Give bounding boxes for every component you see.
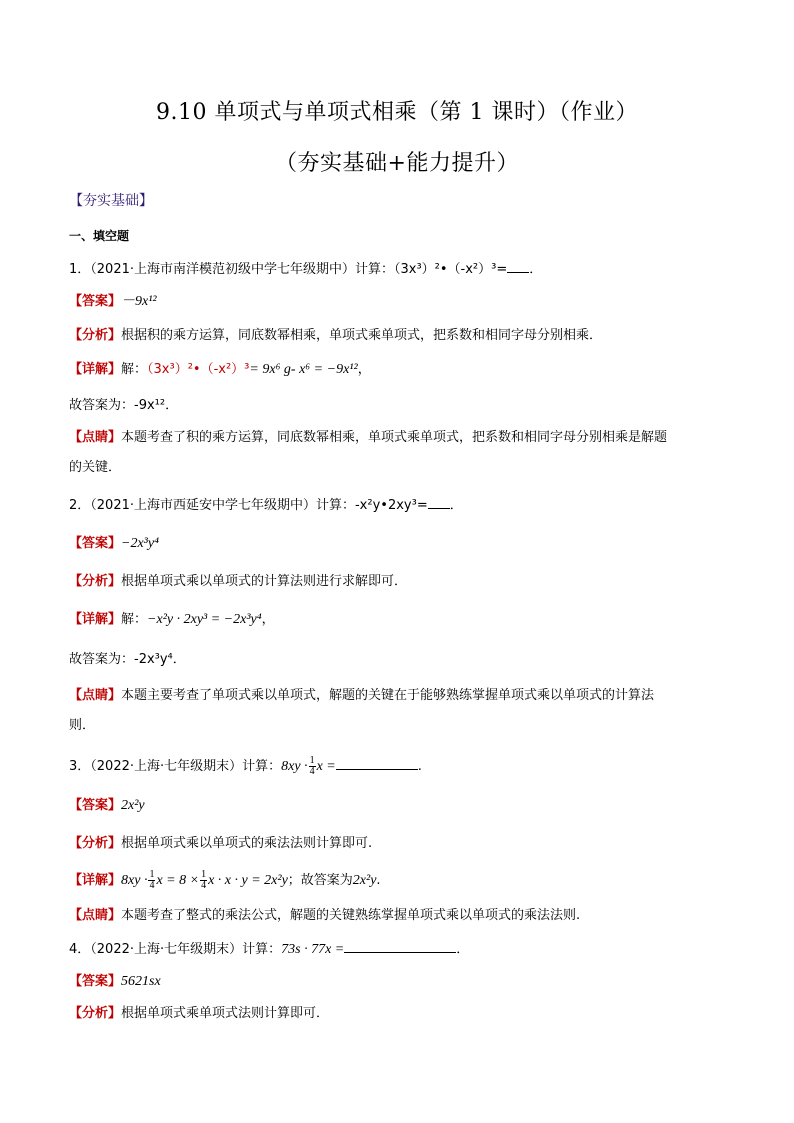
q3-answer <box>69 796 729 816</box>
q2-conclusion: 故答案为：-2x³y⁴． <box>69 652 186 667</box>
detail-tag: 【详解】 <box>69 362 122 377</box>
q2-detail-prefix: 解： <box>121 612 148 627</box>
subsection-heading: 一、填空题 <box>69 229 130 243</box>
q3-stem-math-b: x = <box>316 759 336 774</box>
q3-detail-answer: 2x²y <box>352 873 377 888</box>
q3-detail-fraction-1 <box>148 870 155 891</box>
q3-analysis <box>69 834 729 854</box>
answer-tag: 【答案】 <box>69 536 122 551</box>
q2-stem-text: 2．（2021·上海市西延安中学七年级期中）计算：-x²y•2xy³= <box>69 498 428 513</box>
q4-answer <box>69 972 729 992</box>
section-heading: 【夯实基础】 <box>69 193 153 209</box>
q3-stem-text: 3．（2022·上海·七年级期末）计算： <box>69 759 282 774</box>
q4-stem <box>69 940 729 960</box>
fraction-denominator: 4 <box>149 880 155 891</box>
q4-stem-end: ． <box>456 942 470 957</box>
detail-tag: 【详解】 <box>69 873 122 888</box>
q3-detail-end: . <box>376 873 381 888</box>
fraction-numerator: 1 <box>309 755 315 766</box>
q3-detail-math-b: x = 8 × <box>156 873 200 888</box>
q3-stem-math-a: 8xy · <box>281 759 308 774</box>
q3-fraction <box>309 756 316 777</box>
q3-detail-mid: ；故答案为 <box>287 873 353 888</box>
q2-answer-value: −2x³y⁴ <box>121 536 159 551</box>
answer-tag: 【答案】 <box>69 798 122 813</box>
q1-stem-end: ． <box>529 262 543 277</box>
q4-stem-text: 4．（2022·上海·七年级期末）计算： <box>69 942 282 957</box>
q2-comment-text: 本题主要考查了单项式乘以单项式，解题的关键在于能够熟练掌握单项式乘以单项式的计算法 <box>121 688 655 703</box>
q4-answer-value: 5621sx <box>121 974 161 989</box>
q3-detail <box>69 870 729 891</box>
q1-answer-value: －9x¹² <box>121 294 157 309</box>
document-subtitle: （夯实基础+能力提升） <box>275 151 519 176</box>
q3-detail-math-c: x · x · y = 2x²y <box>208 873 288 888</box>
q2-comment-cont: 则． <box>69 718 96 733</box>
comment-tag: 【点睛】 <box>69 430 122 445</box>
q2-analysis-text: 根据单项式乘以单项式的计算法则进行求解即可． <box>121 574 408 589</box>
q4-stem-math: 73s · 77x = <box>281 942 345 957</box>
q3-analysis-text: 根据单项式乘以单项式的乘法法则计算即可. <box>121 836 373 851</box>
q1-comment <box>69 428 729 448</box>
q1-analysis <box>69 326 729 346</box>
q1-comment-cont: 的关键． <box>69 460 122 475</box>
q1-conclusion: 故答案为：-9x¹²． <box>69 398 179 413</box>
q1-stem <box>69 260 729 280</box>
q1-blank <box>507 260 529 273</box>
q2-detail-end: ， <box>261 612 275 627</box>
q2-blank <box>428 496 450 509</box>
q4-analysis <box>69 1004 729 1024</box>
fraction-numerator: 1 <box>149 869 155 880</box>
fraction-numerator: 1 <box>201 869 207 880</box>
analysis-tag: 【分析】 <box>69 1006 122 1021</box>
q3-answer-value: 2x²y <box>121 798 145 813</box>
fraction-denominator: 4 <box>309 766 315 777</box>
q1-analysis-text: 根据积的乘方运算，同底数幂相乘，单项式乘单项式，把系数和相同字母分别相乘． <box>121 328 603 343</box>
q3-detail-fraction-2 <box>200 870 207 891</box>
fraction-denominator: 4 <box>201 880 207 891</box>
q2-stem <box>69 496 729 516</box>
q2-stem-end: ． <box>449 498 463 513</box>
analysis-tag: 【分析】 <box>69 328 122 343</box>
comment-tag: 【点睛】 <box>69 908 122 923</box>
comment-tag: 【点睛】 <box>69 688 122 703</box>
q1-answer <box>69 292 729 312</box>
q3-stem-end: . <box>417 759 422 774</box>
q1-detail-red: （3x³）²•（-x²）³ <box>147 362 250 377</box>
q3-comment <box>69 906 729 926</box>
q3-stem <box>69 756 729 777</box>
q1-detail-prefix: 解： <box>121 362 148 377</box>
detail-tag: 【详解】 <box>69 612 122 627</box>
document-title: 9.10 单项式与单项式相乘（第 1 课时）（作业） <box>156 100 638 125</box>
q1-stem-text: 1．（2021·上海市南洋模范初级中学七年级期中）计算：（3x³）²•（-x²）³= <box>69 262 508 277</box>
q1-comment-text: 本题考查了积的乘方运算，同底数幂相乘，单项式乘单项式，把系数和相同字母分别相乘是解题 <box>121 430 668 445</box>
q2-detail-math: −x²y · 2xy³ = −2x³y⁴ <box>147 612 262 627</box>
q3-blank <box>336 757 418 770</box>
answer-tag: 【答案】 <box>69 974 122 989</box>
q1-detail-end: ， <box>357 362 371 377</box>
q4-blank <box>344 940 456 953</box>
q1-detail-math: = 9x⁶ g- x⁶ = −9x¹² <box>249 362 358 377</box>
q1-detail <box>69 360 729 380</box>
q2-analysis <box>69 572 729 592</box>
answer-tag: 【答案】 <box>69 294 122 309</box>
analysis-tag: 【分析】 <box>69 574 122 589</box>
analysis-tag: 【分析】 <box>69 836 122 851</box>
q3-detail-math-a: 8xy · <box>121 873 148 888</box>
q2-comment <box>69 686 729 706</box>
q4-analysis-text: 根据单项式乘单项式法则计算即可． <box>121 1006 330 1021</box>
q2-answer <box>69 534 729 554</box>
q3-comment-text: 本题考查了整式的乘法公式，解题的关键熟练掌握单项式乘以单项式的乘法法则. <box>121 908 581 923</box>
q2-detail <box>69 610 729 630</box>
